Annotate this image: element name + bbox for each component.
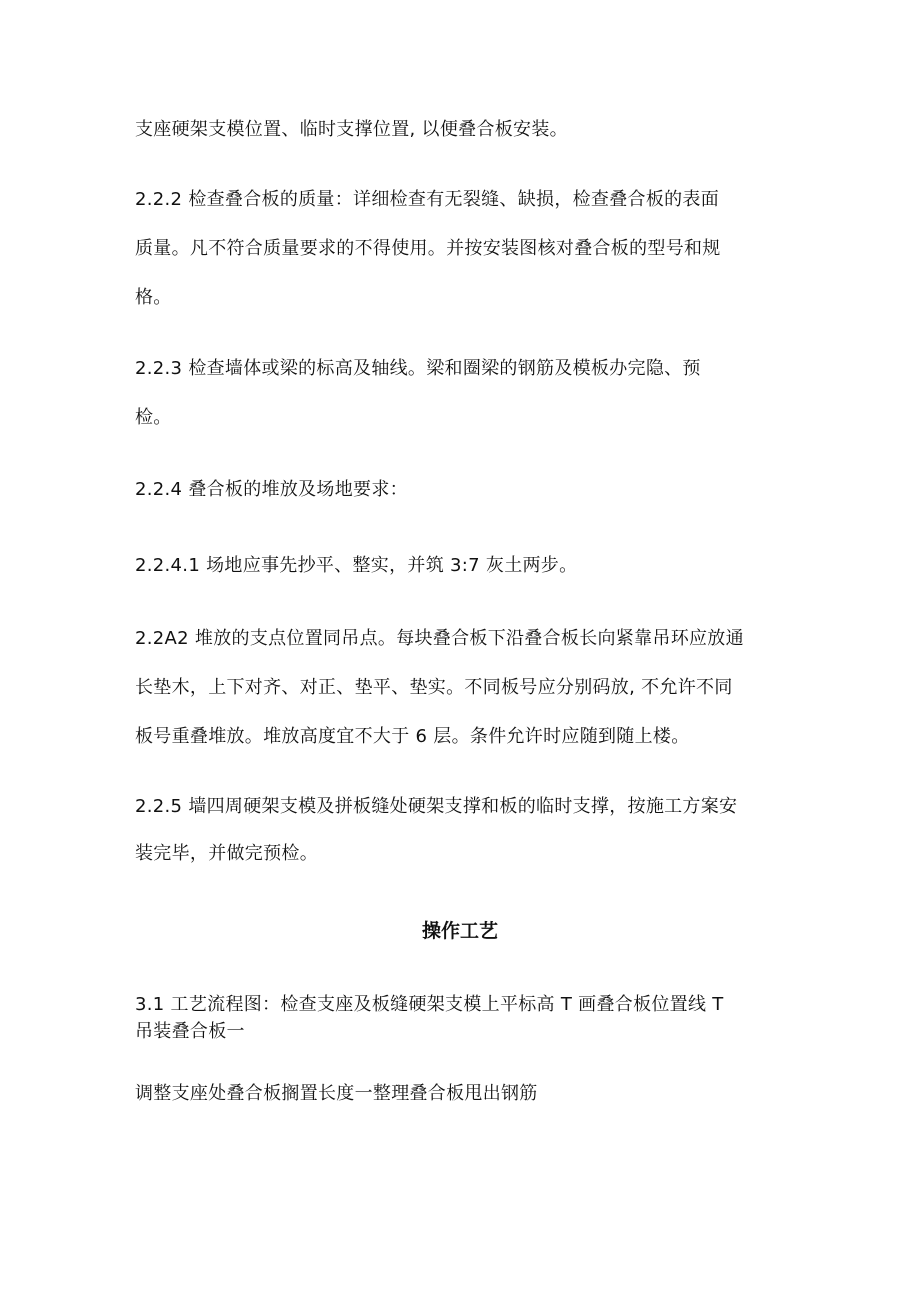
paragraph-line: 2.2A2 堆放的支点位置同吊点。每块叠合板下沿叠合板长向紧靠吊环应放通 — [135, 628, 744, 649]
process-line: 调整支座处叠合板搁置长度一整理叠合板甩出钢筋 — [135, 1083, 538, 1104]
process-line: 3.1 工艺流程图：检查支座及板缝硬架支模上平标高 T 画叠合板位置线 T — [135, 994, 724, 1015]
paragraph-line: 装完毕，并做完预检。 — [135, 843, 318, 864]
paragraph-line: 板号重叠堆放。堆放高度宜不大于 6 层。条件允许时应随到随上楼。 — [135, 726, 690, 747]
paragraph-line: 长垫木，上下对齐、对正、垫平、垫实。不同板号应分别码放, 不允许不同 — [135, 677, 733, 698]
paragraph-line: 2.2.3 检查墙体或梁的标高及轴线。梁和圈梁的钢筋及模板办完隐、预 — [135, 358, 701, 379]
paragraph-line: 2.2.2 检查叠合板的质量：详细检查有无裂缝、缺损，检查叠合板的表面 — [135, 189, 720, 210]
paragraph-line: 2.2.4.1 场地应事先抄平、整实，并筑 3:7 灰土两步。 — [135, 555, 578, 576]
paragraph-line: 质量。凡不符合质量要求的不得使用。并按安装图核对叠合板的型号和规 — [135, 238, 721, 259]
paragraph-line: 检。 — [135, 407, 172, 428]
paragraph-line: 格。 — [135, 287, 172, 308]
section-title: 操作工艺 — [421, 920, 498, 942]
paragraph-line: 2.2.4 叠合板的堆放及场地要求： — [135, 479, 408, 500]
process-line: 吊装叠合板一 — [135, 1021, 245, 1042]
paragraph-line: 支座硬架支模位置、临时支撑位置, 以便叠合板安装。 — [135, 119, 568, 140]
paragraph-line: 2.2.5 墙四周硬架支模及拼板缝处硬架支撑和板的临时支撑，按施工方案安 — [135, 796, 738, 817]
